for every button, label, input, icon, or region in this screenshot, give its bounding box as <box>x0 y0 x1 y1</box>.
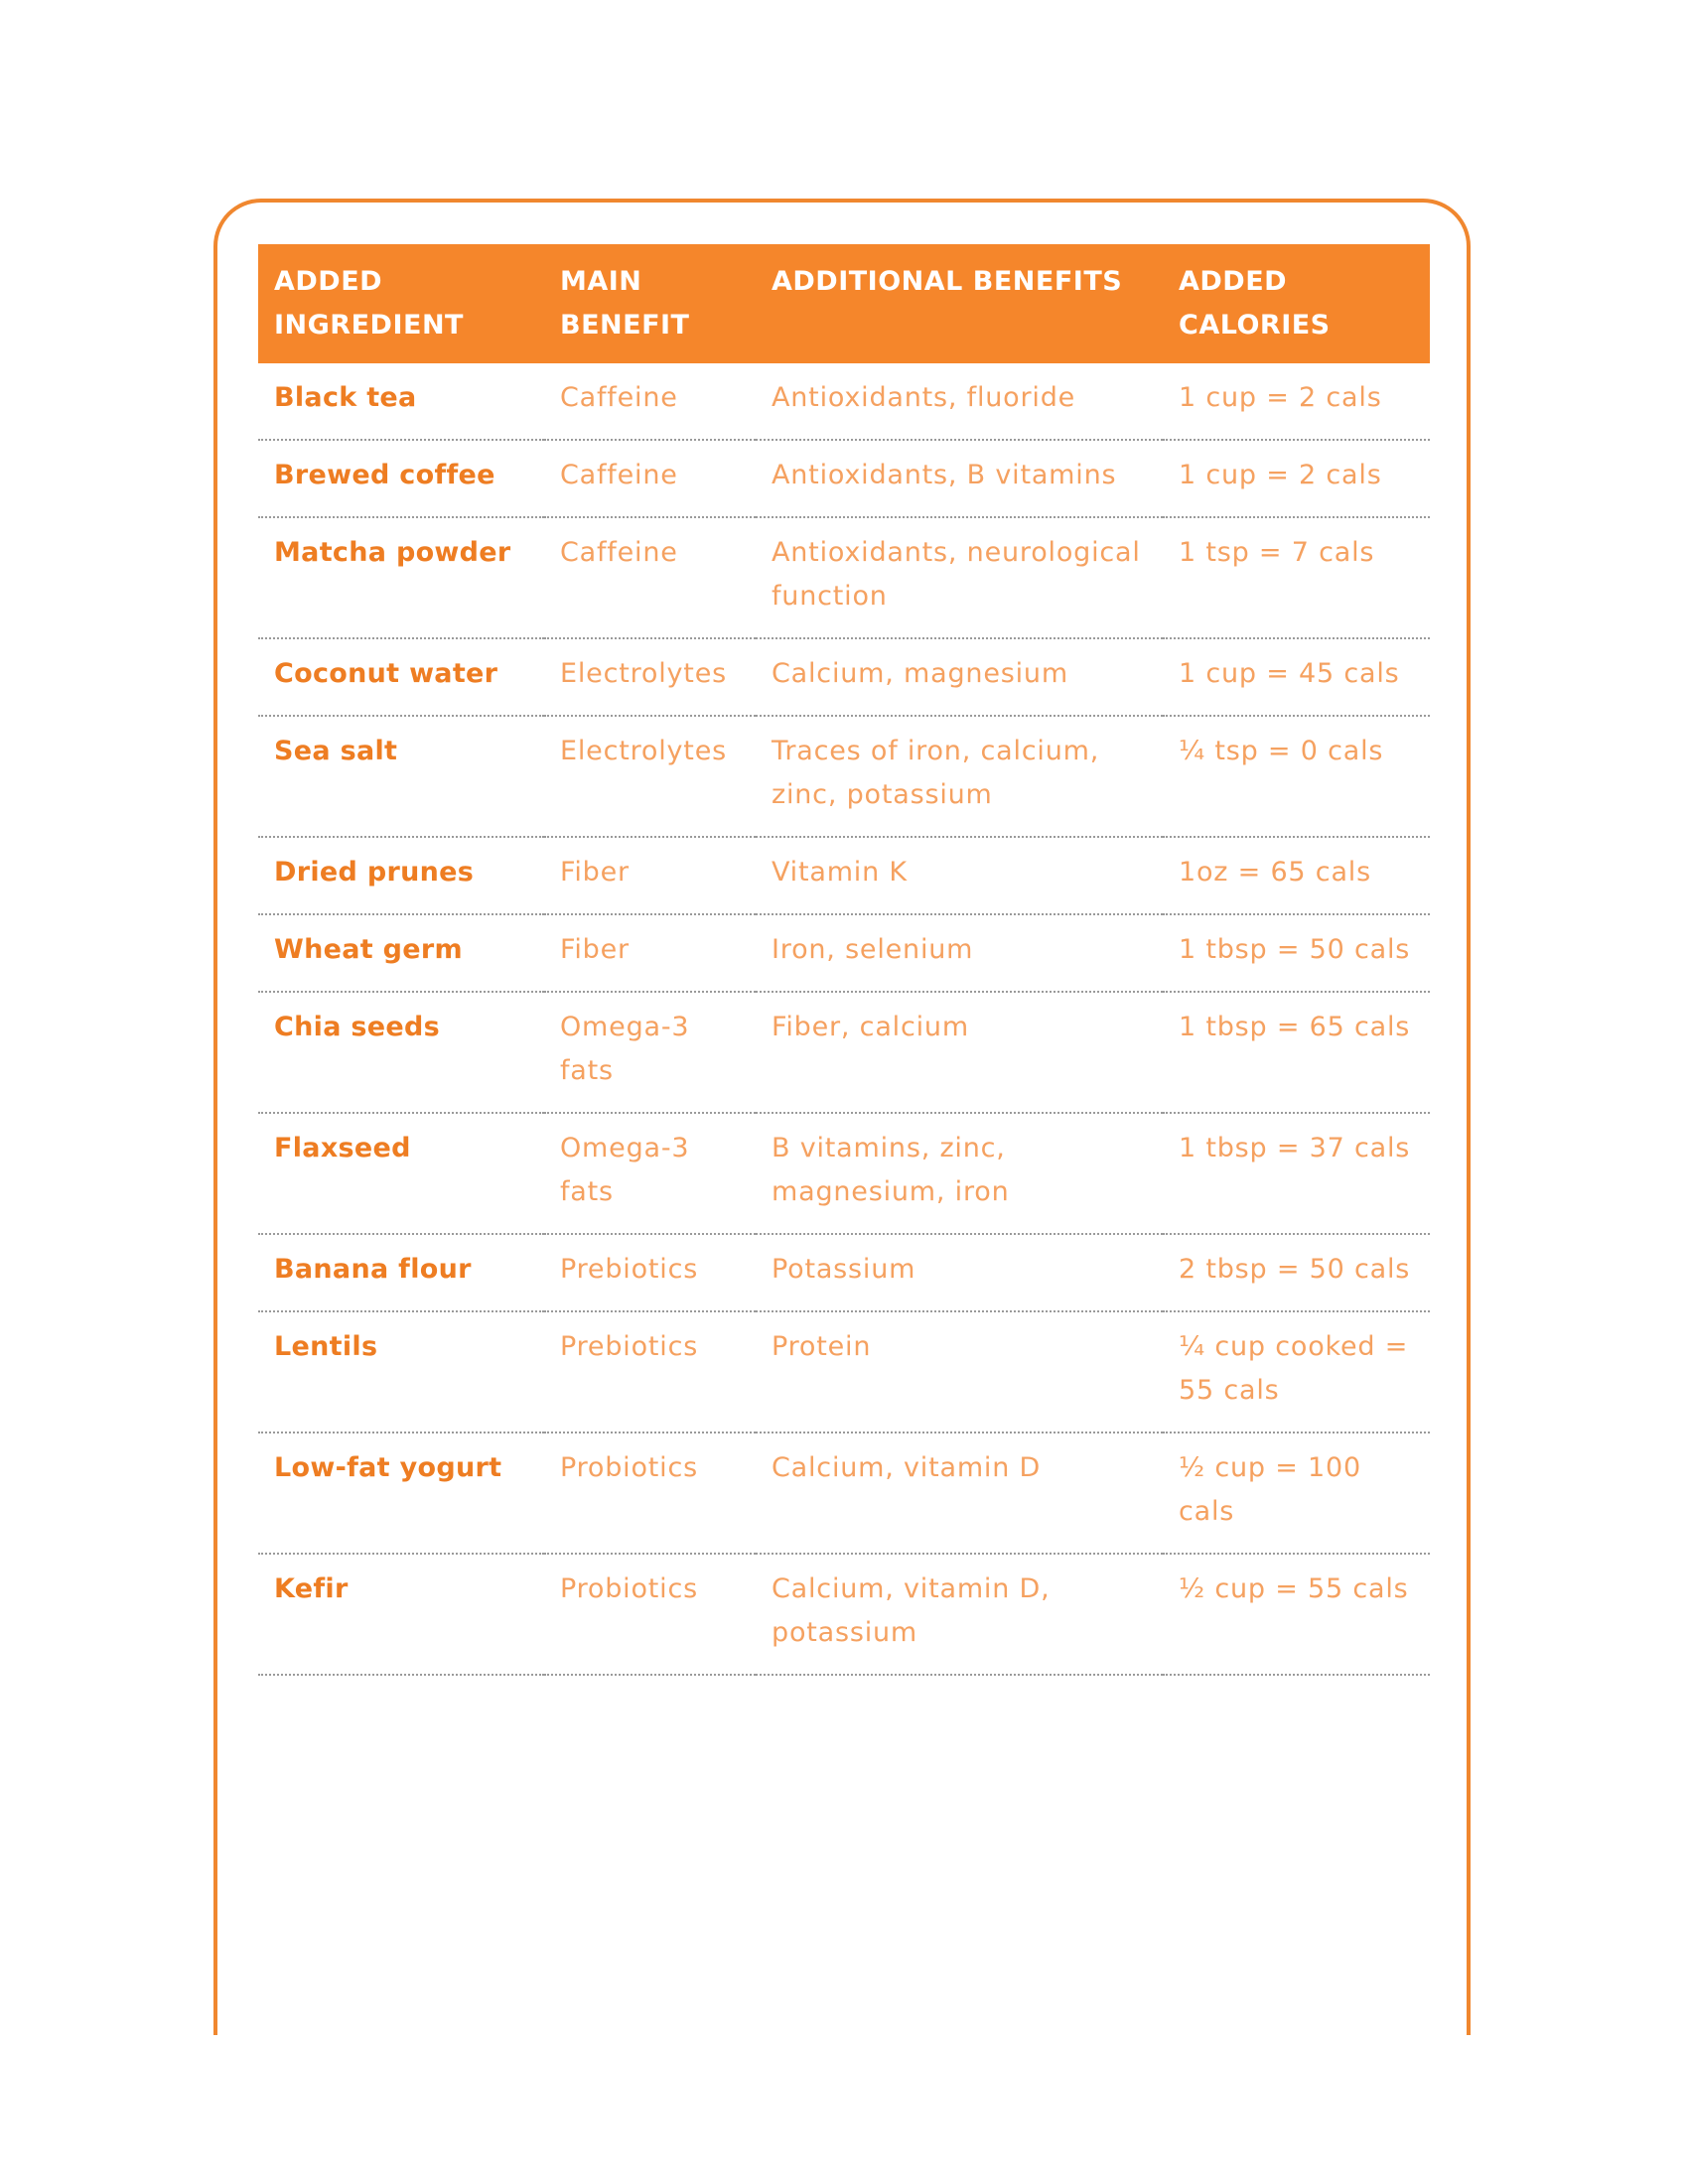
ingredient-cell: Chia seeds <box>258 992 544 1113</box>
ingredient-cell: Brewed coffee <box>258 440 544 517</box>
additional-benefits-cell: Calcium, vitamin D, potassium <box>756 1554 1163 1675</box>
calories-cell: 2 tbsp = 50 cals <box>1163 1234 1430 1311</box>
additional-benefits-cell: Traces of iron, calcium, zinc, potassium <box>756 716 1163 837</box>
table-row <box>258 363 1430 440</box>
main-benefit-cell: Caffeine <box>544 363 756 440</box>
table-row <box>258 1113 1430 1234</box>
table-row <box>258 837 1430 914</box>
ingredient-cell: Banana flour <box>258 1234 544 1311</box>
ingredient-cell: Coconut water <box>258 638 544 716</box>
additional-benefits-cell: Antioxidants, B vitamins <box>756 440 1163 517</box>
calories-cell: 1 cup = 45 cals <box>1163 638 1430 716</box>
table-row <box>258 517 1430 638</box>
ingredient-cell: Matcha powder <box>258 517 544 638</box>
additional-benefits-cell: Iron, selenium <box>756 914 1163 992</box>
table-body <box>258 363 1430 1675</box>
calories-cell: 1 tsp = 7 cals <box>1163 517 1430 638</box>
additional-benefits-cell: Protein <box>756 1311 1163 1433</box>
main-benefit-cell: Omega-3 fats <box>544 992 756 1113</box>
ingredients-table <box>258 244 1430 1676</box>
ingredient-cell: Black tea <box>258 363 544 440</box>
main-benefit-cell: Omega-3 fats <box>544 1113 756 1234</box>
calories-cell: ¼ cup cooked = 55 cals <box>1163 1311 1430 1433</box>
table-row <box>258 1554 1430 1675</box>
main-benefit-cell: Probiotics <box>544 1433 756 1554</box>
calories-cell: 1 tbsp = 37 cals <box>1163 1113 1430 1234</box>
ingredient-cell: Lentils <box>258 1311 544 1433</box>
main-benefit-cell: Caffeine <box>544 517 756 638</box>
additional-benefits-cell: Calcium, magnesium <box>756 638 1163 716</box>
main-benefit-cell: Electrolytes <box>544 638 756 716</box>
table-row <box>258 716 1430 837</box>
table-row <box>258 1433 1430 1554</box>
additional-benefits-cell: Calcium, vitamin D <box>756 1433 1163 1554</box>
table-row <box>258 1311 1430 1433</box>
additional-benefits-cell: Potassium <box>756 1234 1163 1311</box>
table-row <box>258 638 1430 716</box>
main-benefit-cell: Electrolytes <box>544 716 756 837</box>
ingredient-cell: Sea salt <box>258 716 544 837</box>
calories-cell: 1 cup = 2 cals <box>1163 440 1430 517</box>
calories-cell: ½ cup = 55 cals <box>1163 1554 1430 1675</box>
table-header <box>258 244 1430 363</box>
calories-cell: 1 tbsp = 50 cals <box>1163 914 1430 992</box>
calories-cell: 1 tbsp = 65 cals <box>1163 992 1430 1113</box>
header-additional-benefits: ADDITIONAL BENEFITS <box>756 244 1163 363</box>
main-benefit-cell: Probiotics <box>544 1554 756 1675</box>
main-benefit-cell: Fiber <box>544 914 756 992</box>
table-row <box>258 440 1430 517</box>
table-row <box>258 1234 1430 1311</box>
additional-benefits-cell: Fiber, calcium <box>756 992 1163 1113</box>
additional-benefits-cell: Antioxidants, neurological function <box>756 517 1163 638</box>
header-row <box>258 244 1430 363</box>
main-benefit-cell: Prebiotics <box>544 1311 756 1433</box>
calories-cell: ½ cup = 100 cals <box>1163 1433 1430 1554</box>
ingredient-cell: Wheat germ <box>258 914 544 992</box>
calories-cell: 1 cup = 2 cals <box>1163 363 1430 440</box>
header-added-ingredient: ADDED INGREDIENT <box>258 244 544 363</box>
ingredient-cell: Dried prunes <box>258 837 544 914</box>
ingredient-cell: Kefir <box>258 1554 544 1675</box>
header-added-calories: ADDED CALORIES <box>1163 244 1430 363</box>
additional-benefits-cell: Vitamin K <box>756 837 1163 914</box>
table-row <box>258 914 1430 992</box>
table-row <box>258 992 1430 1113</box>
ingredient-cell: Flaxseed <box>258 1113 544 1234</box>
main-benefit-cell: Prebiotics <box>544 1234 756 1311</box>
header-main-benefit: MAIN BENEFIT <box>544 244 756 363</box>
additional-benefits-cell: B vitamins, zinc, magnesium, iron <box>756 1113 1163 1234</box>
ingredient-cell: Low-fat yogurt <box>258 1433 544 1554</box>
additional-benefits-cell: Antioxidants, fluoride <box>756 363 1163 440</box>
calories-cell: ¼ tsp = 0 cals <box>1163 716 1430 837</box>
main-benefit-cell: Fiber <box>544 837 756 914</box>
main-benefit-cell: Caffeine <box>544 440 756 517</box>
calories-cell: 1oz = 65 cals <box>1163 837 1430 914</box>
